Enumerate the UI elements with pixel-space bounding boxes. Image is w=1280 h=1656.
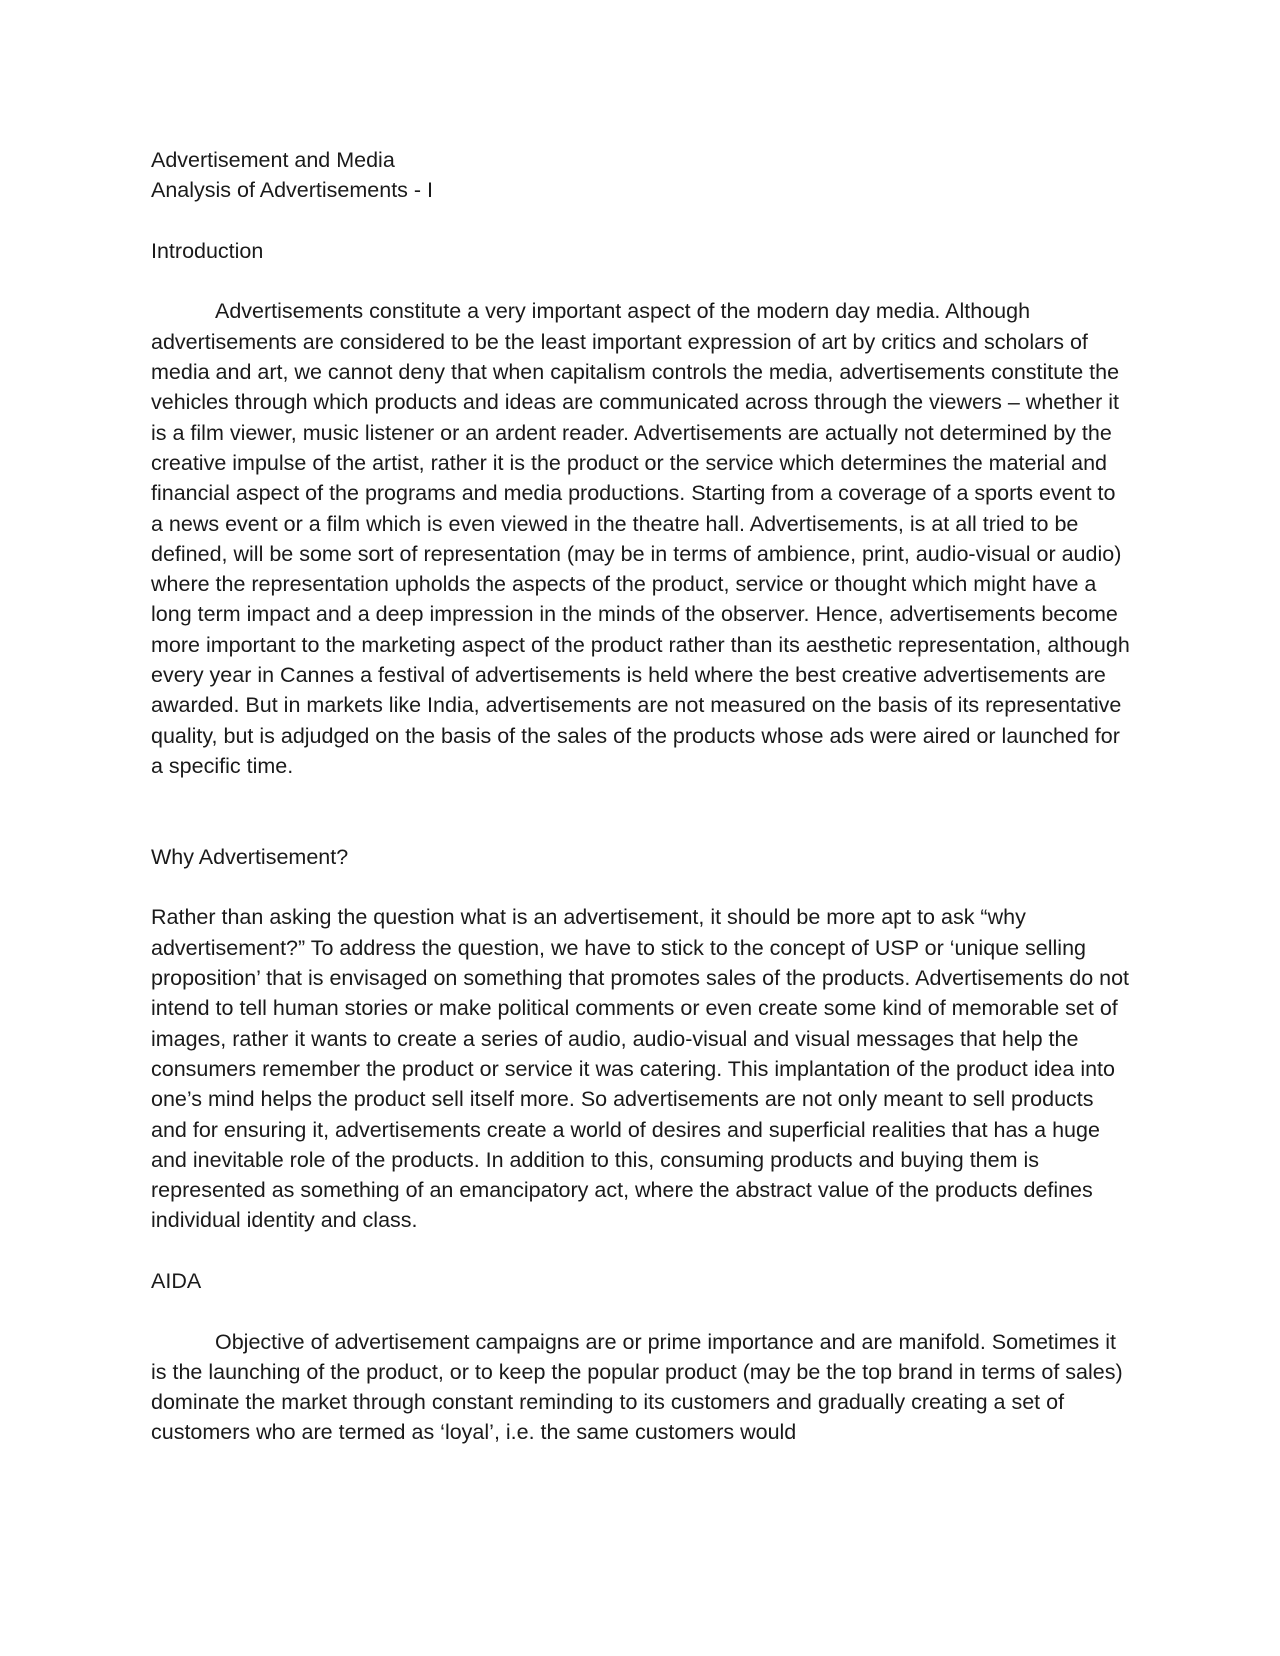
spacer <box>151 1236 1131 1266</box>
section-heading-introduction: Introduction <box>151 238 264 263</box>
document-header-course: Advertisement and Media <box>151 148 395 172</box>
paragraph-introduction: Advertisements constitute a very important aspect of the modern day media. Although advertisements are considered to be the least important expression of art by critics and scholars of media and art, we cannot deny that when capitalism controls the media, advertisements constitute the vehicles through which products and ideas are communicated across through the viewers – whether it is a film viewer, music listener or an ardent reader. Advertisements are actually not determined by the creative impulse of the artist, rather it is the product or the service which determines the material and financial aspect of the programs and media productions. Starting from a coverage of a sports event to a news event or a film which is even viewed in the theatre hall. Advertisements, is at all tried to be defined, will be some sort of representation (may be in terms of ambience, print, audio-visual or audio) where the representation upholds the aspects of the product, service or thought which might have a long term impact and a deep impression in the minds of the observer. Hence, advertisements become more important to the marketing aspect of the product rather than its aesthetic representation, although every year in Cannes a festival of advertisements is held where the best creative advertisements are awarded. But in markets like India, advertisements are not measured on the basis of its representative quality, but is adjudged on the basis of the sales of the products whose ads were aired or launched for a specific time. <box>151 299 1130 778</box>
spacer <box>151 206 1131 236</box>
document-body <box>151 145 1131 1448</box>
section-heading-aida: AIDA <box>151 1268 202 1293</box>
spacer <box>151 781 1131 842</box>
paragraph-aida: Objective of advertisement campaigns are or prime importance and are manifold. Sometimes it is the launching of the product, or to keep the popular product (may be the top brand in terms of sales) dominate the market through constant reminding to its customers and gradually creating a set of customers who are termed as ‘loyal’, i.e. the same customers would <box>151 1329 1123 1445</box>
section-heading-why-advertisement: Why Advertisement? <box>151 844 349 869</box>
spacer <box>151 1296 1131 1326</box>
spacer <box>151 872 1131 902</box>
spacer <box>151 266 1131 296</box>
document-header-title: Analysis of Advertisements - I <box>151 178 433 203</box>
paragraph-why-advertisement: Rather than asking the question what is an advertisement, it should be more apt to ask “why advertisement?” To address the question, we have to stick to the concept of USP or ‘unique selling proposition’ that is envisaged on something that promotes sales of the products. Advertisements do not intend to tell human stories or make political comments or even create some kind of memorable set of images, rather it wants to create a series of audio, audio-visual and visual messages that help the consumers remember the product or service it was catering. This implantation of the product idea into one’s mind helps the product sell itself more. So advertisements are not only meant to sell products and for ensuring it, advertisements create a world of desires and superficial realities that has a huge and inevitable role of the products. In addition to this, consuming products and buying them is represented as something of an emancipatory act, where the abstract value of the products defines individual identity and class. <box>151 905 1130 1233</box>
